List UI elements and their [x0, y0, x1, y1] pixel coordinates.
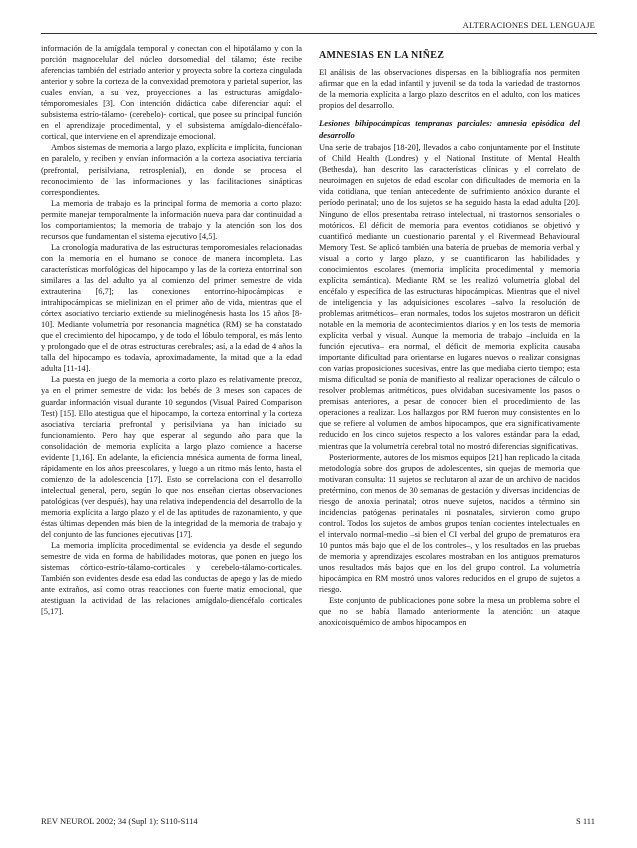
page-number: S 111	[576, 816, 595, 826]
paragraph: información de la amígdala temporal y conectan con el hipotálamo y con la porción magnocelular del núcleo dorsomedial del tálamo; éste recibe aferencias también del estriado anterior y proyecta sobre la corteza cingulada anterior y sobre la corteza de la convexidad premotora y parietal superior, las cuales envían, a su vez, proyecciones a las estructuras amígdalo-témporomesiales [3]. Con intención didáctica cabe diferenciar aquí: el subsistema estrío-tálamo- (cerebelo)- cortical, que posee su principal función en el aprendizaje procedimental, y el subsistema amígdalo-diencéfalo-cortical, que interviene en el aprendizaje emocional.	[41, 44, 302, 142]
header-rule	[41, 33, 597, 34]
paragraph: Posteriormente, autores de los mismos equipos [21] han replicado la citada metodología sobre dos grupos de adolescentes, sin quejas de memoria que motivaran consulta: 11 sujetos se reclutaron al azar de un archivo de nacidos pretérmino, con menos de 30 semanas de gestación y diversas incidencias de riesgo de anoxia perinatal; otros nueve sujetos, nacidos a término sin incidencias patógenas perinatales ni posnatales, sirvieron como grupo control. Todos los sujetos de ambos grupos tenían cocientes intelectuales en el intervalo normal-medio –si bien el CI verbal del grupo de prematuros era 10 puntos más bajo que el de los controles–, y los resultados en las pruebas de memoria y aprendizajes escolares mostraban en los antiguos prematuros unos resultados más bajos que en los del grupo control. La volumetría hipocámpica en RM mostró unos valores reducidos en el grupo de sujetos a riesgo.	[319, 452, 580, 595]
footer-citation: REV NEUROL 2002; 34 (Supl 1): S110-S114	[41, 816, 198, 826]
paragraph: La puesta en juego de la memoria a corto plazo es relativamente precoz, ya en el primer semestre de vida: los bebés de 3 meses son capaces de guardar información visual durante 10 segundos (Visual Paired Comparison Test) [15]. Ello atestigua que el hipocampo, la corteza entorrinal y la corteza asociativa terciaria prefrontal y perisilviana ya han iniciado su funcionamiento. Pero hay que esperar al segundo año para que la consolidación de memoria explícita a largo plazo comience a hacerse evidente [1,16]. En adelante, la eficiencia mnésica aumenta de forma lineal, rápidamente en los años preescolares, y luego a un ritmo más lento, hasta el comienzo de la adolescencia [17]. Esto se correlaciona con el desarrollo intelectual general, pero, según lo que nos enseñan ciertas observaciones patológicas (ver después), hay una relativa independencia del desarrollo de la memoria explícita a largo plazo y el de las aptitudes de razonamiento, y que éstas últimas dependen más bien de la integridad de la memoria de trabajo y del conjunto de las funciones ejecutivas [17].	[41, 375, 302, 540]
paragraph: Una serie de trabajos [18-20], llevados a cabo conjuntamente por el Institute of Child Health (Londres) y el National Institute of Mental Health (Bethesda), han descrito las características clínicas y el correlato de neuroimagen en sujetos de edad escolar con dificultades de memoria en la vida cotidiana, que tenían antecedente de sufrimiento anóxico durante el período perinatal; uno de los sujetos se ha seguido hasta la edad adulta [20]. Ninguno de ellos presentaba retraso intelectual, ni trastornos sensoriales o motóricos. El déficit de memoria para eventos cotidianos se objetivó y cuantificó mediante un cuestionario parental y el Rivermead Behavioural Memory Test. Se aplicó también una batería de pruebas de memoria verbal y visual a corto y largo plazo, y se cuantificaron las habilidades y conocimientos escolares (memoria implícita procedimental y memoria explícita semántica). Mediante RM se les realizó volumetría global del encéfalo y específica de las estructuras hipocámpicas. Mientras que el nivel de inteligencia y las adquisiciones escolares –salvo la resolución de problemas aritméticos– eran normales, todos los sujetos mostraron un déficit notable en la memoria de acontecimientos diarios y en los tests de memoria explícita verbal y visual. Aunque la memoria de trabajo –incluida en la función ejecutiva– era normal, el déficit de memoria explícita causaba importante dificultad para orientarse en lugares nuevos o realizar consignas con varias proposiciones sucesivas, entre las que mediaba cierto tiempo; esta misma dificultad se ponía de manifiesto al realizar operaciones de cálculo o resolver problemas aritméticos, pues olvidaban sucesivamente los pasos o premisas anteriores, a pesar de conocer bien el procedimiento de las operaciones a realizar. Los hallazgos por RM fueron muy consistentes en lo que se refiere al volumen de ambos hipocampos, que era significativamente reducido en los cinco sujetos respecto a los valores estándar para la edad, mientras que la volumetría cerebral total no mostró diferencias significativas.	[319, 143, 580, 451]
paragraph: La cronología madurativa de las estructuras temporomesiales relacionadas con la memoria en el humano se conoce de manera incompleta. Las características morfológicas del hipocampo y las de la corteza entorrinal son similares a las del adulto ya al comienzo del primer semestre de vida extrauterina [6,7]; las conexiones entorrino-hipocámpicas e intrahipocámpicas se mielinizan en el primer año de vida, mientras que el córtex asociativo terciario extiende su mielinogénesis hasta los 15 años [8-10]. Mediante volumetría por resonancia magnética (RM) se ha constatado que el crecimiento del hipocampo, y de todo el lóbulo temporal, es más lento y prolongado que el de otras estructuras cerebrales; así, a la edad de 4 años la talla del hipocampo es todavía, aproximadamente, la mitad que a la edad adulta [11-14].	[41, 242, 302, 374]
paragraph: Este conjunto de publicaciones pone sobre la mesa un problema sobre el que no se había llamado anteriormente la atención: un ataque anoxicoisquémico de ambos hipocampos en	[319, 596, 580, 628]
paragraph: Ambos sistemas de memoria a largo plazo, explícita e implícita, funcionan en paralelo, y reciben y envían información a la corteza asociativa terciaria (prefrontal, perisilviana, retrosplenial), en donde se procesa el reconocimiento de las informaciones y las facilitaciones sinápticas correspondientes.	[41, 143, 302, 197]
subsection-title: Lesiones bihipocámpicas tempranas parciales: amnesia episódica del desarrollo	[319, 118, 580, 140]
right-column	[319, 50, 580, 628]
paragraph: La memoria de trabajo es la principal forma de memoria a corto plazo: permite manejar temporalmente la información nueva para dar continuidad a los comportamientos; la memoria de trabajo y la atención son los dos recursos que fundamentan el sistema ejecutivo [4,5].	[41, 198, 302, 241]
left-column	[41, 43, 302, 617]
paragraph: La memoria implícita procedimental se evidencia ya desde el segundo semestre de vida en forma de habilidades motoras, que ponen en juego los sistemas córtico-estrío-tálamo-corticales y cerebelo-tálamo-corticales. También son evidentes desde esa edad las conductas de apego y las de miedo ante extraños, así como otras reacciones con fuerte matiz emocional, que atestiguan la actividad de las relaciones amígdalo-diencéfalo corticales [5,17].	[41, 541, 302, 617]
paragraph: El análisis de las observaciones dispersas en la bibliografía nos permiten afirmar que en la edad infantil y juvenil se da toda la variedad de trastornos de la memoria explícita a largo plazo descritos en el adulto, con los matices propios del desarrollo.	[319, 68, 580, 111]
section-title: AMNESIAS EN LA NIÑEZ	[319, 50, 445, 61]
running-head: ALTERACIONES DEL LENGUAJE	[462, 20, 595, 30]
